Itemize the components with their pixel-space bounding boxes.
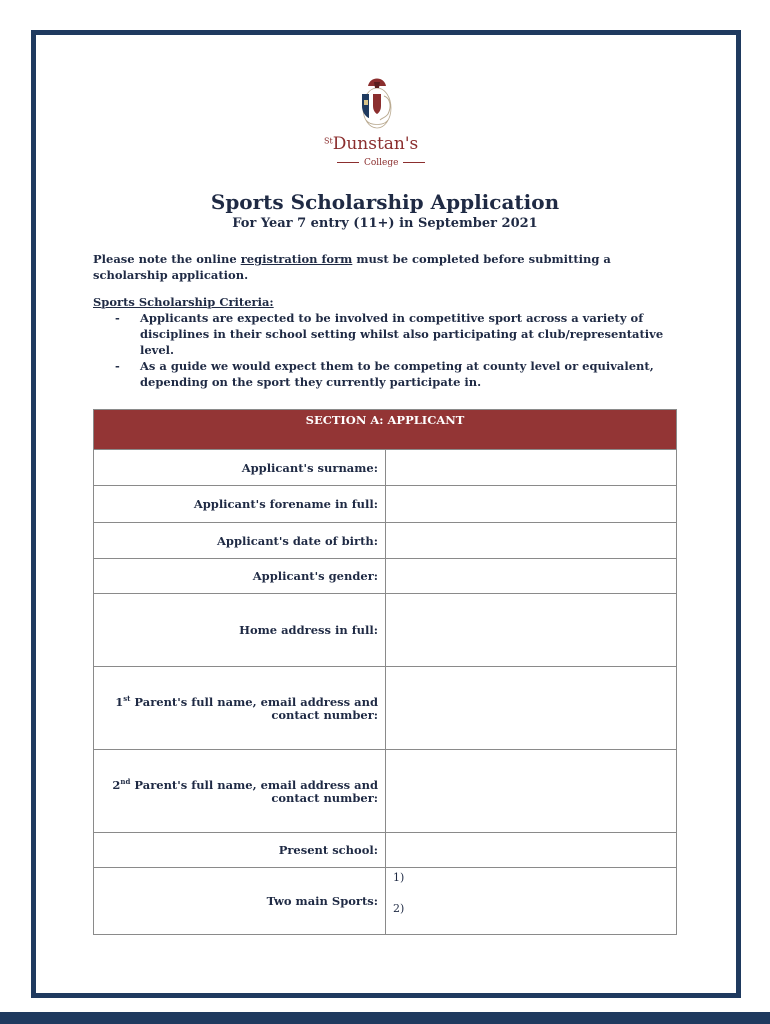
crest-icon: [324, 72, 434, 134]
registration-form-link[interactable]: registration form: [240, 252, 353, 266]
parent1-field[interactable]: [386, 667, 677, 750]
surname-label: Applicant's surname:: [94, 450, 386, 486]
main-sports-label: Two main Sports:: [94, 868, 386, 935]
forename-label: Applicant's forename in full:: [94, 486, 386, 523]
parent2-field[interactable]: [386, 750, 677, 833]
main-sports-field[interactable]: [386, 868, 677, 935]
sport-2-line: 2): [393, 902, 405, 915]
surname-field[interactable]: [386, 450, 677, 486]
sport-1-line: 1): [393, 871, 405, 884]
parent2-label: 2nd Parent's full name, email address and contact number:: [94, 750, 386, 833]
section-a-heading: SECTION A: APPLICANT: [94, 410, 677, 450]
present-school-label: Present school:: [94, 833, 386, 868]
logo-wordmark: $^{St}$Dunstan's: [324, 134, 419, 154]
parent1-label: 1st Parent's full name, email address and contact number:: [94, 667, 386, 750]
logo-subtitle: College: [332, 158, 430, 168]
dob-field[interactable]: [386, 523, 677, 559]
college-logo: [324, 72, 434, 172]
criteria-block: [93, 294, 673, 390]
registration-note: Please note the online registration form must be completed before submitting a scholarship application.: [93, 252, 611, 282]
page-subtitle: For Year 7 entry (11+) in September 2021: [232, 216, 538, 231]
present-school-field[interactable]: [386, 833, 677, 868]
home-address-field[interactable]: [386, 594, 677, 667]
criteria-item: - As a guide we would expect them to be competing at county level or equivalent, depending on the sport they currently participate in.: [115, 359, 654, 389]
forename-field[interactable]: [386, 486, 677, 523]
applicant-form-table: [93, 409, 677, 935]
home-address-label: Home address in full:: [94, 594, 386, 667]
gender-label: Applicant's gender:: [94, 559, 386, 594]
page-title: Sports Scholarship Application: [210, 190, 560, 214]
footer-bar: [0, 1012, 770, 1024]
criteria-heading: Sports Scholarship Criteria:: [93, 295, 274, 309]
gender-field[interactable]: [386, 559, 677, 594]
dob-label: Applicant's date of birth:: [94, 523, 386, 559]
criteria-item: - Applicants are expected to be involved in competitive sport across a variety of disciplines in their school setting whilst also participating at club/representative level.: [115, 311, 664, 357]
